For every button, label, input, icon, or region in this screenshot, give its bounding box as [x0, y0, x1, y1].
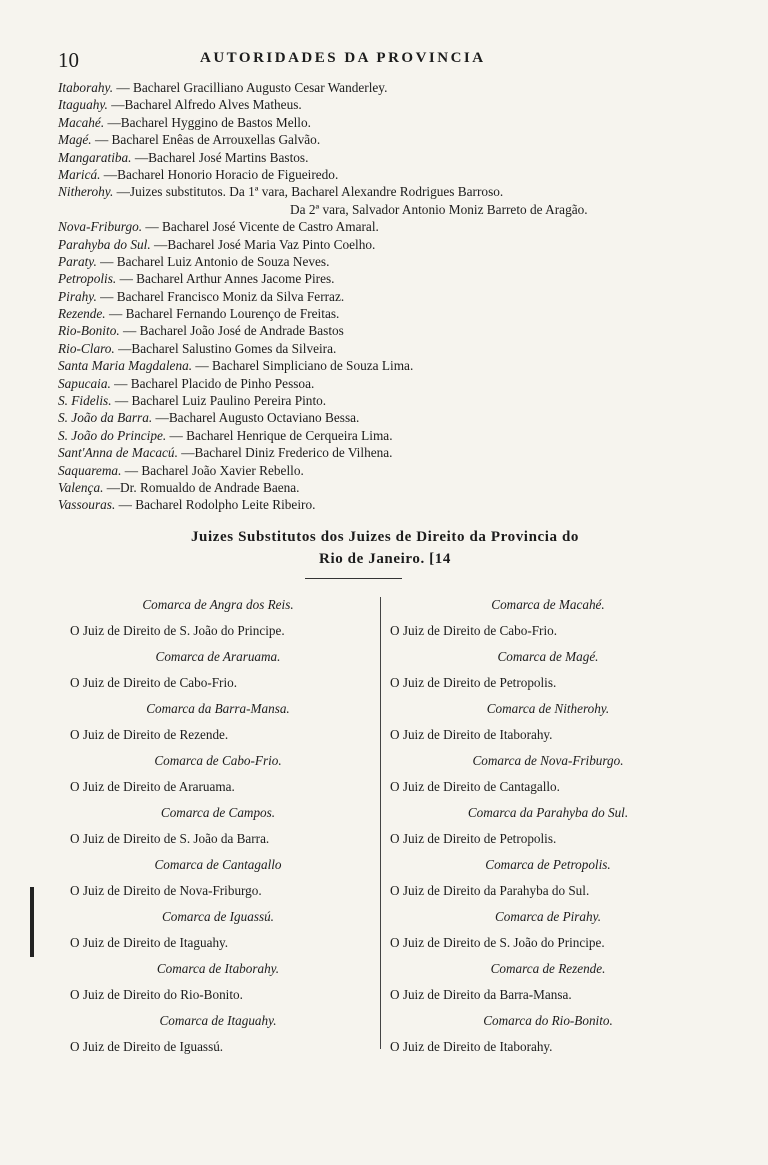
entry-text: —Bacharel José Martins Bastos.: [134, 149, 309, 165]
entry-text: — Bacharel Enêas de Arrouxellas Galvão.: [94, 132, 321, 148]
comarca-heading: Comarca de Petropolis.: [485, 857, 611, 872]
comarca-heading: Comarca de Rezende.: [490, 961, 606, 976]
page-number: 10: [58, 48, 79, 72]
entry-text: — Bacharel Rodolpho Leite Ribeiro.: [118, 497, 316, 513]
comarca-heading: Comarca do Rio-Bonito.: [483, 1013, 613, 1028]
juiz-entry: O Juiz de Direito de Petropolis.: [390, 831, 557, 846]
margin-mark: [30, 887, 34, 957]
comarca-heading: Comarca de Macahé.: [491, 597, 605, 612]
entry-text: —Bacharel Alfredo Alves Matheus.: [111, 97, 302, 113]
juiz-entry: O Juiz de Direito de Petropolis.: [390, 675, 557, 690]
authority-entry: [58, 183, 708, 200]
entry-location: Nova-Friburgo.: [58, 219, 143, 235]
authority-entry: [58, 218, 708, 235]
right-column: [388, 592, 708, 1060]
entry-location: Pirahy.: [58, 288, 97, 304]
entry-text: — Bacharel José Vicente de Castro Amaral.: [145, 219, 379, 235]
entry-text: —Bacharel Salustino Gomes da Silveira.: [118, 340, 337, 356]
left-column: [58, 592, 378, 1060]
entry-text: —Juizes substitutos. Da 1ª vara, Bacharel Alexandre Rodrigues Barroso.: [116, 184, 504, 200]
juiz-entry: O Juiz de Direito de Iguassú.: [70, 1039, 224, 1054]
entry-location: Vassouras.: [58, 497, 116, 513]
entry-text: — Bacharel Francisco Moniz da Silva Ferraz.: [100, 288, 345, 304]
entry-location: Itaguahy.: [58, 97, 108, 113]
section-title: [40, 526, 730, 570]
authority-entry: [58, 96, 708, 113]
page-header: [58, 48, 708, 72]
entry-text: — Bacharel Simpliciano de Souza Lima.: [195, 358, 414, 374]
entry-text: —Bacharel Hyggino de Bastos Mello.: [107, 114, 311, 130]
entry-text: Da 2ª vara, Salvador Antonio Moniz Barreto de Aragão.: [290, 201, 588, 217]
juiz-entry: O Juiz de Direito de Itaborahy.: [390, 1039, 553, 1054]
entry-location: Sapucaia.: [58, 375, 111, 391]
authority-entry: [58, 79, 708, 96]
authority-entry: [58, 270, 708, 287]
entry-text: — Bacharel Gracilliano Augusto Cesar Wanderley.: [116, 80, 388, 95]
juiz-entry: O Juiz de Direito de S. João do Principe.: [70, 623, 285, 638]
authority-entry: [58, 131, 708, 148]
juiz-entry: O Juiz de Direito de Cantagallo.: [390, 779, 560, 794]
entry-location: Mangaratiba.: [58, 149, 132, 165]
authority-entry: [58, 253, 708, 270]
authority-entry: [58, 201, 708, 218]
authority-entry: [58, 375, 708, 392]
entry-location: Nitherohy.: [58, 184, 114, 200]
entry-location: Saquarema.: [58, 462, 122, 478]
juiz-entry: O Juiz de Direito de S. João da Barra.: [70, 831, 270, 846]
authority-entry: [58, 444, 708, 461]
juiz-entry: O Juiz de Direito de S. João do Principe.: [390, 935, 605, 950]
section-title-line-2: Rio de Janeiro. [14: [319, 551, 451, 567]
column-divider: [380, 597, 381, 1049]
authority-entry: [58, 409, 708, 426]
entry-text: — Bacharel Arthur Annes Jacome Pires.: [119, 271, 335, 287]
entry-location: Valença.: [58, 479, 104, 495]
authority-entry: [58, 340, 708, 357]
entry-location: Itaborahy.: [58, 80, 114, 95]
juiz-entry: O Juiz de Direito de Rezende.: [70, 727, 229, 742]
entry-location: Rezende.: [58, 306, 106, 322]
juiz-entry: O Juiz de Direito de Araruama.: [70, 779, 235, 794]
entry-text: — Bacharel João José de Andrade Bastos: [123, 323, 344, 339]
comarca-heading: Comarca de Itaborahy.: [156, 961, 280, 976]
entry-location: Petropolis.: [58, 271, 117, 287]
comarca-heading: Comarca de Angra dos Reis.: [142, 597, 294, 612]
juiz-entry: O Juiz de Direito de Cabo-Frio.: [390, 623, 558, 638]
authority-list: [58, 79, 708, 514]
comarca-heading: Comarca de Iguassú.: [162, 909, 274, 924]
entry-location: Rio-Bonito.: [58, 323, 120, 339]
section-title-line-1: Juizes Substitutos dos Juizes de Direito da Provincia do: [190, 529, 580, 545]
comarca-heading: Comarca da Barra-Mansa.: [146, 701, 290, 716]
comarca-heading: Comarca de Nitherohy.: [486, 701, 610, 716]
entry-text: —Bacharel José Maria Vaz Pinto Coelho.: [154, 236, 376, 252]
authority-entry: [58, 114, 708, 131]
section-rule: [305, 578, 402, 579]
juiz-entry: O Juiz de Direito de Itaguahy.: [70, 935, 229, 950]
comarca-heading: Comarca de Cabo-Frio.: [154, 753, 282, 768]
authority-entry: [58, 149, 708, 166]
authority-entry: [58, 322, 708, 339]
entry-location: Parahyba do Sul.: [58, 236, 151, 252]
entry-location: S. Fidelis.: [58, 393, 112, 409]
entry-text: — Bacharel João Xavier Rebello.: [124, 462, 304, 478]
authority-entry: [58, 236, 708, 253]
entry-location: Magé.: [58, 132, 92, 148]
entry-location: S. João do Principe.: [58, 427, 167, 443]
entry-text: —Bacharel Augusto Octaviano Bessa.: [155, 410, 360, 426]
entry-text: —Bacharel Diniz Frederico de Vilhena.: [181, 445, 393, 461]
comarca-heading: Comarca de Campos.: [160, 805, 276, 820]
authority-entry: [58, 288, 708, 305]
entry-location: Maricá.: [58, 166, 101, 182]
comarca-heading: Comarca de Magé.: [497, 649, 599, 664]
juiz-entry: O Juiz de Direito de Cabo-Frio.: [70, 675, 238, 690]
authority-entry: [58, 392, 708, 409]
comarca-heading: Comarca de Nova-Friburgo.: [472, 753, 624, 768]
comarca-heading: Comarca de Itaguahy.: [159, 1013, 277, 1028]
authority-entry: [58, 496, 708, 513]
comarca-heading: Comarca de Araruama.: [155, 649, 281, 664]
entry-text: —Bacharel Honorio Horacio de Figueiredo.: [103, 166, 339, 182]
juiz-entry: O Juiz de Direito do Rio-Bonito.: [70, 987, 243, 1002]
juiz-entry: O Juiz de Direito de Itaborahy.: [390, 727, 553, 742]
entry-text: —Dr. Romualdo de Andrade Baena.: [106, 479, 300, 495]
entry-text: — Bacharel Fernando Lourenço de Freitas.: [108, 306, 340, 322]
entry-location: Santa Maria Magdalena.: [58, 358, 193, 374]
entry-location: Paraty.: [58, 253, 97, 269]
authority-entry: [58, 305, 708, 322]
entry-location: Rio-Claro.: [58, 340, 115, 356]
entry-location: S. João da Barra.: [58, 410, 153, 426]
juiz-entry: O Juiz de Direito da Barra-Mansa.: [390, 987, 572, 1002]
authority-entry: [58, 166, 708, 183]
juiz-entry: O Juiz de Direito da Parahyba do Sul.: [390, 883, 590, 898]
authority-entry: [58, 427, 708, 444]
juiz-entry: O Juiz de Direito de Nova-Friburgo.: [70, 883, 262, 898]
entry-location: Macahé.: [58, 114, 105, 130]
authority-entry: [58, 462, 708, 479]
comarca-heading: Comarca da Parahyba do Sul.: [467, 805, 629, 820]
entry-location: Sant'Anna de Macacú.: [58, 445, 178, 461]
entry-text: — Bacharel Luiz Antonio de Souza Neves.: [100, 253, 330, 269]
comarca-heading: Comarca de Cantagallo: [154, 857, 282, 872]
authority-entry: [58, 479, 708, 496]
authority-entry: [58, 357, 708, 374]
entry-text: — Bacharel Luiz Paulino Pereira Pinto.: [114, 393, 327, 409]
entry-text: — Bacharel Placido de Pinho Pessoa.: [114, 375, 315, 391]
comarca-heading: Comarca de Pirahy.: [494, 909, 602, 924]
entry-text: — Bacharel Henrique de Cerqueira Lima.: [169, 427, 393, 443]
running-title: AUTORIDADES DA PROVINCIA: [200, 50, 486, 66]
